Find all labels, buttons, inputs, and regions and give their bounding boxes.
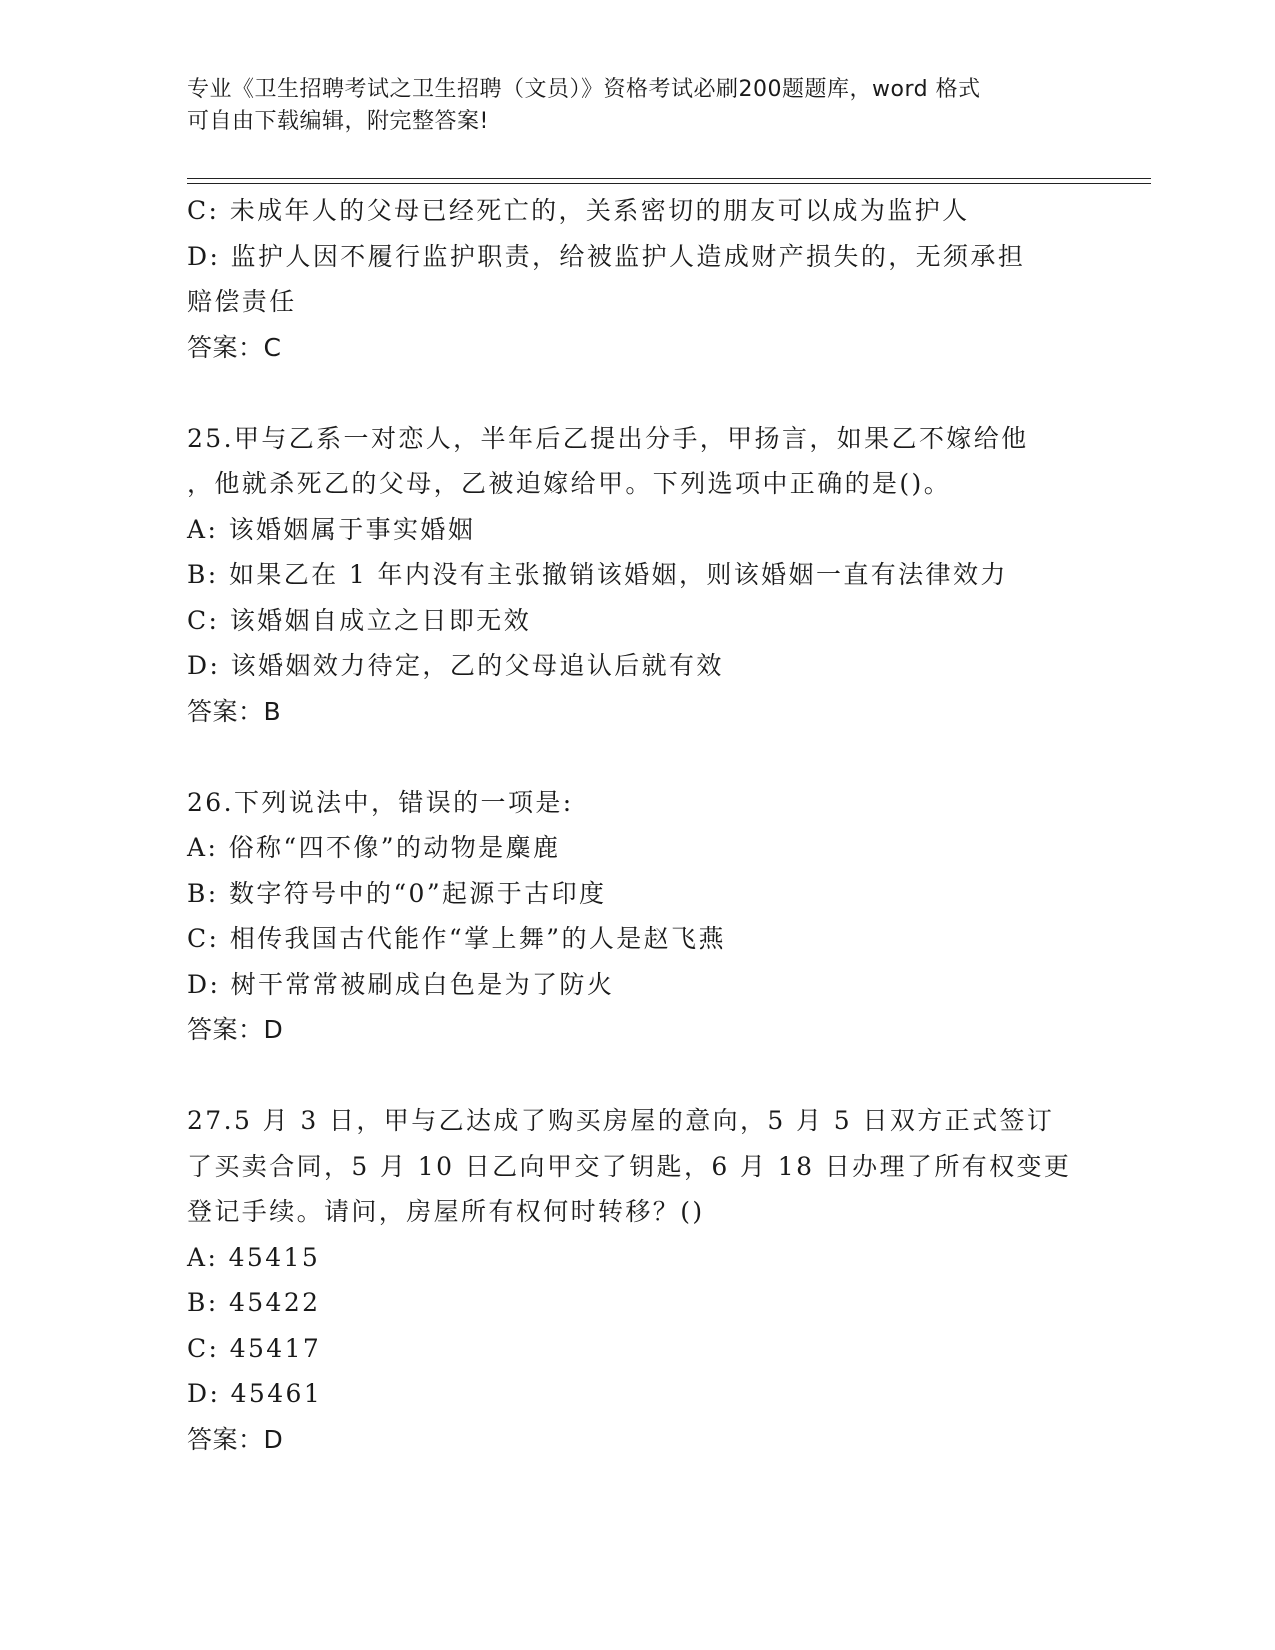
option-c: C: 该婚姻自成立之日即无效 <box>187 605 532 635</box>
header-divider-bottom <box>187 183 1151 184</box>
option-c: C: 未成年人的父母已经死亡的，关系密切的朋友可以成为监护人 <box>187 196 970 225</box>
question-stem-continued: ，他就杀死乙的父母，乙被迫嫁给甲。下列选项中正确的是()。 <box>187 469 952 498</box>
answer-line: 答案：D <box>187 1424 284 1454</box>
option-b: B: 数字符号中的“0”起源于古印度 <box>187 878 607 908</box>
header-title-line-2: 可自由下载编辑，附完整答案! <box>187 109 489 134</box>
option-d: D: 该婚姻效力待定，乙的父母追认后就有效 <box>187 651 724 680</box>
question-27 <box>187 1098 1087 1462</box>
answer-line: 答案：B <box>187 696 282 726</box>
question-stem: 27.5 月 3 日，甲与乙达成了购买房屋的意向，5 月 5 日双方正式签订 <box>187 1106 1055 1135</box>
question-26 <box>187 780 1087 1053</box>
option-b: B: 如果乙在 1 年内没有主张撤销该婚姻，则该婚姻一直有法律效力 <box>187 560 1008 589</box>
option-a: A: 45415 <box>187 1242 321 1272</box>
header-title-line-1: 专业《卫生招聘考试之卫生招聘（文员）》资格考试必刷200题题库，word 格式 <box>187 77 981 102</box>
answer-line: 答案：C <box>187 332 282 362</box>
option-a: A: 该婚姻属于事实婚姻 <box>187 514 476 544</box>
header-divider-top <box>187 178 1151 179</box>
option-d: D: 45461 <box>187 1379 323 1408</box>
option-b: B: 45422 <box>187 1288 321 1317</box>
question-stem: 25.甲与乙系一对恋人，半年后乙提出分手，甲扬言，如果乙不嫁给他 <box>187 423 1029 453</box>
question-spacer <box>187 734 1087 780</box>
option-c: C: 相传我国古代能作“掌上舞”的人是赵飞燕 <box>187 924 726 953</box>
question-25 <box>187 416 1087 735</box>
question-spacer <box>187 370 1087 416</box>
option-d: D: 监护人因不履行监护职责，给被监护人造成财产损失的，无须承担 <box>187 241 1026 271</box>
option-d-continued: 赔偿责任 <box>187 287 297 316</box>
question-stem-continued: 了买卖合同，5 月 10 日乙向甲交了钥匙，6 月 18 日办理了所有权变更 <box>187 1151 1072 1181</box>
answer-line: 答案：D <box>187 1015 284 1044</box>
question-stem-continued: 登记手续。请问，房屋所有权何时转移？() <box>187 1197 705 1226</box>
option-c: C: 45417 <box>187 1333 322 1363</box>
question-list <box>187 188 1087 1462</box>
document-header <box>187 74 1087 138</box>
question-24 <box>187 188 1087 370</box>
question-stem: 26.下列说法中，错误的一项是: <box>187 787 574 817</box>
option-a: A: 俗称“四不像”的动物是麋鹿 <box>187 833 561 862</box>
option-d: D: 树干常常被刷成白色是为了防火 <box>187 969 615 999</box>
question-spacer <box>187 1053 1087 1099</box>
